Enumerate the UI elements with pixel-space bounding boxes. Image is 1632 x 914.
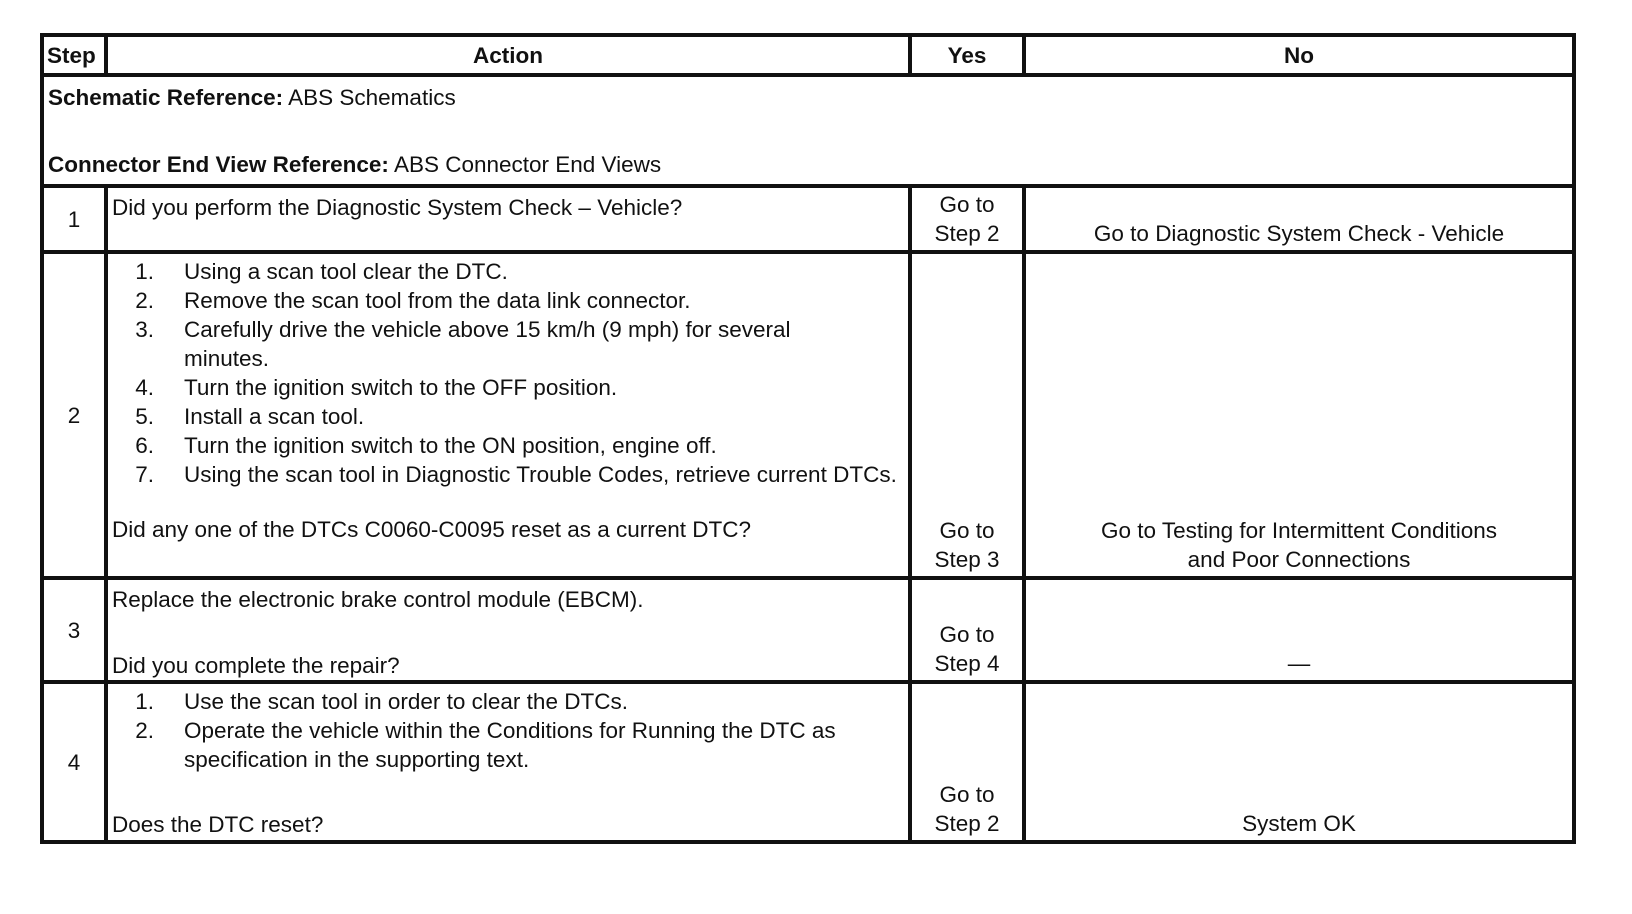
list-item: 2. Operate the vehicle within the Conditions for Running the DTC as specification in the supporting text. [135,718,836,772]
step-action [106,578,910,682]
step-number: 4 [42,682,106,842]
reference-row [42,75,1574,186]
step-yes [910,186,1024,252]
step-yes [910,578,1024,682]
no-line: Go to Testing for Intermittent Conditions [1100,518,1498,543]
no-line: — [1287,651,1311,676]
step-number: 2 [42,252,106,578]
table-row [42,682,1574,842]
step-question: Does the DTC reset? [112,812,324,837]
schematic-reference [48,83,1568,112]
procedure-list [112,257,904,489]
list-item: 3. Carefully drive the vehicle above 15 km/h (9 mph) for several minutes. [135,317,791,371]
step-number: 1 [42,186,106,252]
yes-line: Step 2 [934,221,1000,246]
list-item: 1. Using a scan tool clear the DTC. [135,259,508,284]
no-line: Go to Diagnostic System Check - Vehicle [1093,221,1505,246]
header-row [42,35,1574,75]
step-yes [910,682,1024,842]
step-question: Did you complete the repair? [112,653,400,678]
step-no [1024,578,1574,682]
schematic-reference-label: Schematic Reference: [48,85,284,110]
step-number: 3 [42,578,106,682]
yes-line: Step 4 [934,651,1000,676]
step-action [106,682,910,842]
step-action [106,186,910,252]
list-item: 2. Remove the scan tool from the data link connector. [135,288,691,313]
list-item: 6. Turn the ignition switch to the ON position, engine off. [135,433,717,458]
step-question: Did you perform the Diagnostic System Check – Vehicle? [112,195,683,220]
table-row [42,252,1574,578]
header-action: Action [106,35,910,75]
list-item: 1. Use the scan tool in order to clear the DTCs. [135,689,628,714]
list-item: 5. Install a scan tool. [135,404,365,429]
yes-line: Step 2 [934,811,1000,836]
no-line: and Poor Connections [1187,547,1411,572]
connector-reference-label: Connector End View Reference: [48,152,389,177]
table-row [42,578,1574,682]
connector-reference [48,150,1568,179]
step-yes [910,252,1024,578]
yes-line: Step 3 [934,547,1000,572]
connector-reference-value: ABS Connector End Views [393,152,662,177]
reference-cell [42,75,1574,186]
header-step: Step [42,35,106,75]
yes-line: Go to [939,622,995,647]
yes-line: Go to [939,192,995,217]
step-action [106,252,910,578]
yes-line: Go to [939,518,995,543]
diagnostic-table [40,33,1576,844]
table-row [42,186,1574,252]
list-item: 7. Using the scan tool in Diagnostic Trouble Codes, retrieve current DTCs. [135,462,897,487]
header-no: No [1024,35,1574,75]
schematic-reference-value: ABS Schematics [288,85,456,110]
list-item: 4. Turn the ignition switch to the OFF position. [135,375,618,400]
step-instruction: Replace the electronic brake control module (EBCM). [112,587,644,612]
step-no [1024,252,1574,578]
step-no [1024,682,1574,842]
step-no [1024,186,1574,252]
procedure-list [112,687,904,774]
step-question: Did any one of the DTCs C0060-C0095 reset as a current DTC? [112,517,752,542]
no-line: System OK [1242,811,1356,836]
header-yes: Yes [910,35,1024,75]
yes-line: Go to [939,782,995,807]
